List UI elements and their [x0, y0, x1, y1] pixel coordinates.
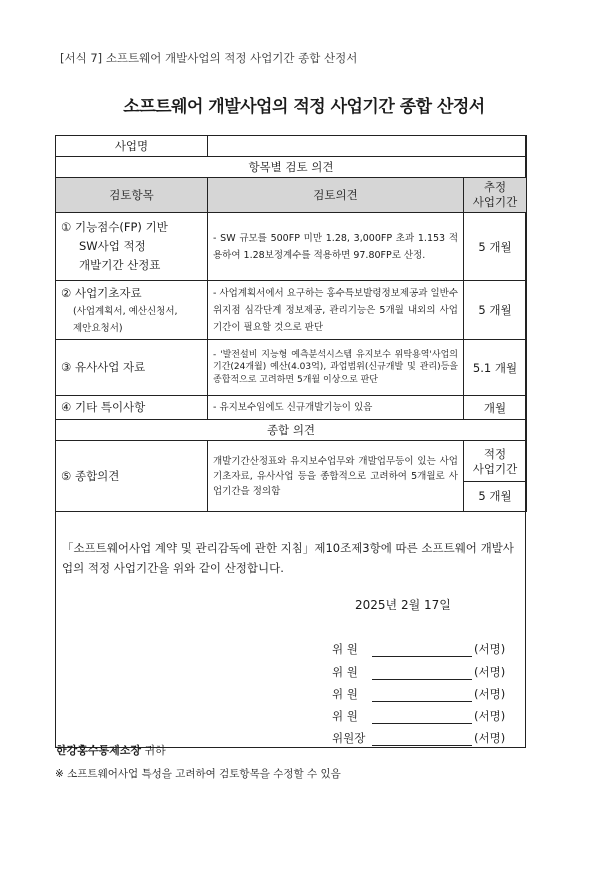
column-header-opinion: 검토의견 — [208, 178, 464, 213]
footnote: ※ 소프트웨어사업 특성을 고려하여 검토항목을 수정할 수 있음 — [55, 768, 341, 780]
summary-row — [56, 441, 527, 512]
form-number-label: [서식 7] 소프트웨어 개발사업의 적정 사업기간 종합 산정서 — [60, 51, 358, 65]
summary-section-title: 종합 의견 — [56, 420, 527, 441]
review-opinion: - 사업계획서에서 요구하는 홍수특보발령정보제공과 일반수위지점 심각단계 정보제공, 관리기능은 5개월 내외의 사업기간이 필요할 것으로 판단 — [208, 281, 464, 340]
summary-period-value: 5 개월 — [478, 488, 512, 503]
column-header-item: 검토항목 — [56, 178, 208, 213]
review-section-row — [56, 157, 527, 178]
document-date: 2025년 2월 17일 — [355, 598, 451, 612]
review-table — [55, 135, 527, 512]
table-row — [56, 340, 527, 396]
estimated-period: 5.1 개월 — [464, 340, 527, 396]
signature-line-chair: 위원장 (서명) — [332, 731, 506, 745]
signature-line: 위 원 (서명) — [332, 687, 506, 701]
table-row — [56, 281, 527, 340]
table-row — [56, 396, 527, 420]
recipient-name: 한강홍수통제소장 — [56, 744, 142, 757]
review-opinion: - '발전설비 지능형 예측분석시스템 유지보수 위탁용역'사업의 기간(24개월) 예산(4.03억), 과업범위(신규개발 및 관리)등을 종합적으로 고려하면 5개월 이상으로 판단 — [208, 340, 464, 396]
summary-opinion: 개발기간산정표와 유지보수업무와 개발업무등이 있는 사업기초자료, 유사사업 등을 종합적으로 고려하여 5개월로 사업기간을 정의함 — [208, 441, 464, 512]
review-item: ① 기능점수(FP) 기반 SW사업 적정 개발기간 산정표 — [56, 213, 208, 281]
signature-line: 위 원 (서명) — [332, 709, 506, 723]
review-item: ③ 유사사업 자료 — [56, 340, 208, 396]
estimated-period: 개월 — [464, 396, 527, 420]
recipient-suffix: 귀하 — [144, 744, 166, 757]
summary-section-row — [56, 420, 527, 441]
review-item: ② 사업기초자료 (사업계획서, 예산신청서, 제안요청서) — [56, 281, 208, 340]
recipient — [56, 742, 166, 758]
project-name-value — [208, 136, 527, 157]
legal-statement: 「소프트웨어사업 계약 및 관리감독에 관한 지침」제10조제3항에 따른 소프트웨어 개발사업의 적정 사업기간을 위와 같이 산정합니다. — [62, 541, 514, 575]
review-opinion: - 유지보수임에도 신규개발기능이 있음 — [208, 396, 464, 420]
summary-item: ⑤ 종합의견 — [56, 441, 208, 512]
project-name-row — [56, 136, 527, 157]
signature-line: 위 원 (서명) — [332, 642, 506, 656]
project-name-label: 사업명 — [56, 136, 208, 157]
review-item: ④ 기타 특이사항 — [56, 396, 208, 420]
column-header-row — [56, 178, 527, 213]
summary-period-cell — [464, 441, 527, 512]
document-title: 소프트웨어 개발사업의 적정 사업기간 종합 산정서 — [123, 97, 485, 117]
estimated-period: 5 개월 — [464, 281, 527, 340]
review-opinion: - SW 규모를 500FP 미만 1.28, 3,000FP 초과 1.153 적용하여 1.28보정계수를 적용하면 97.80FP로 산정. — [208, 213, 464, 281]
estimated-period: 5 개월 — [464, 213, 527, 281]
table-row — [56, 213, 527, 281]
signature-line: 위 원 (서명) — [332, 665, 506, 679]
column-header-period: 추정 사업기간 — [464, 178, 527, 213]
review-section-title: 항목별 검토 의견 — [56, 157, 527, 178]
summary-period-label: 적정 사업기간 — [464, 443, 526, 482]
